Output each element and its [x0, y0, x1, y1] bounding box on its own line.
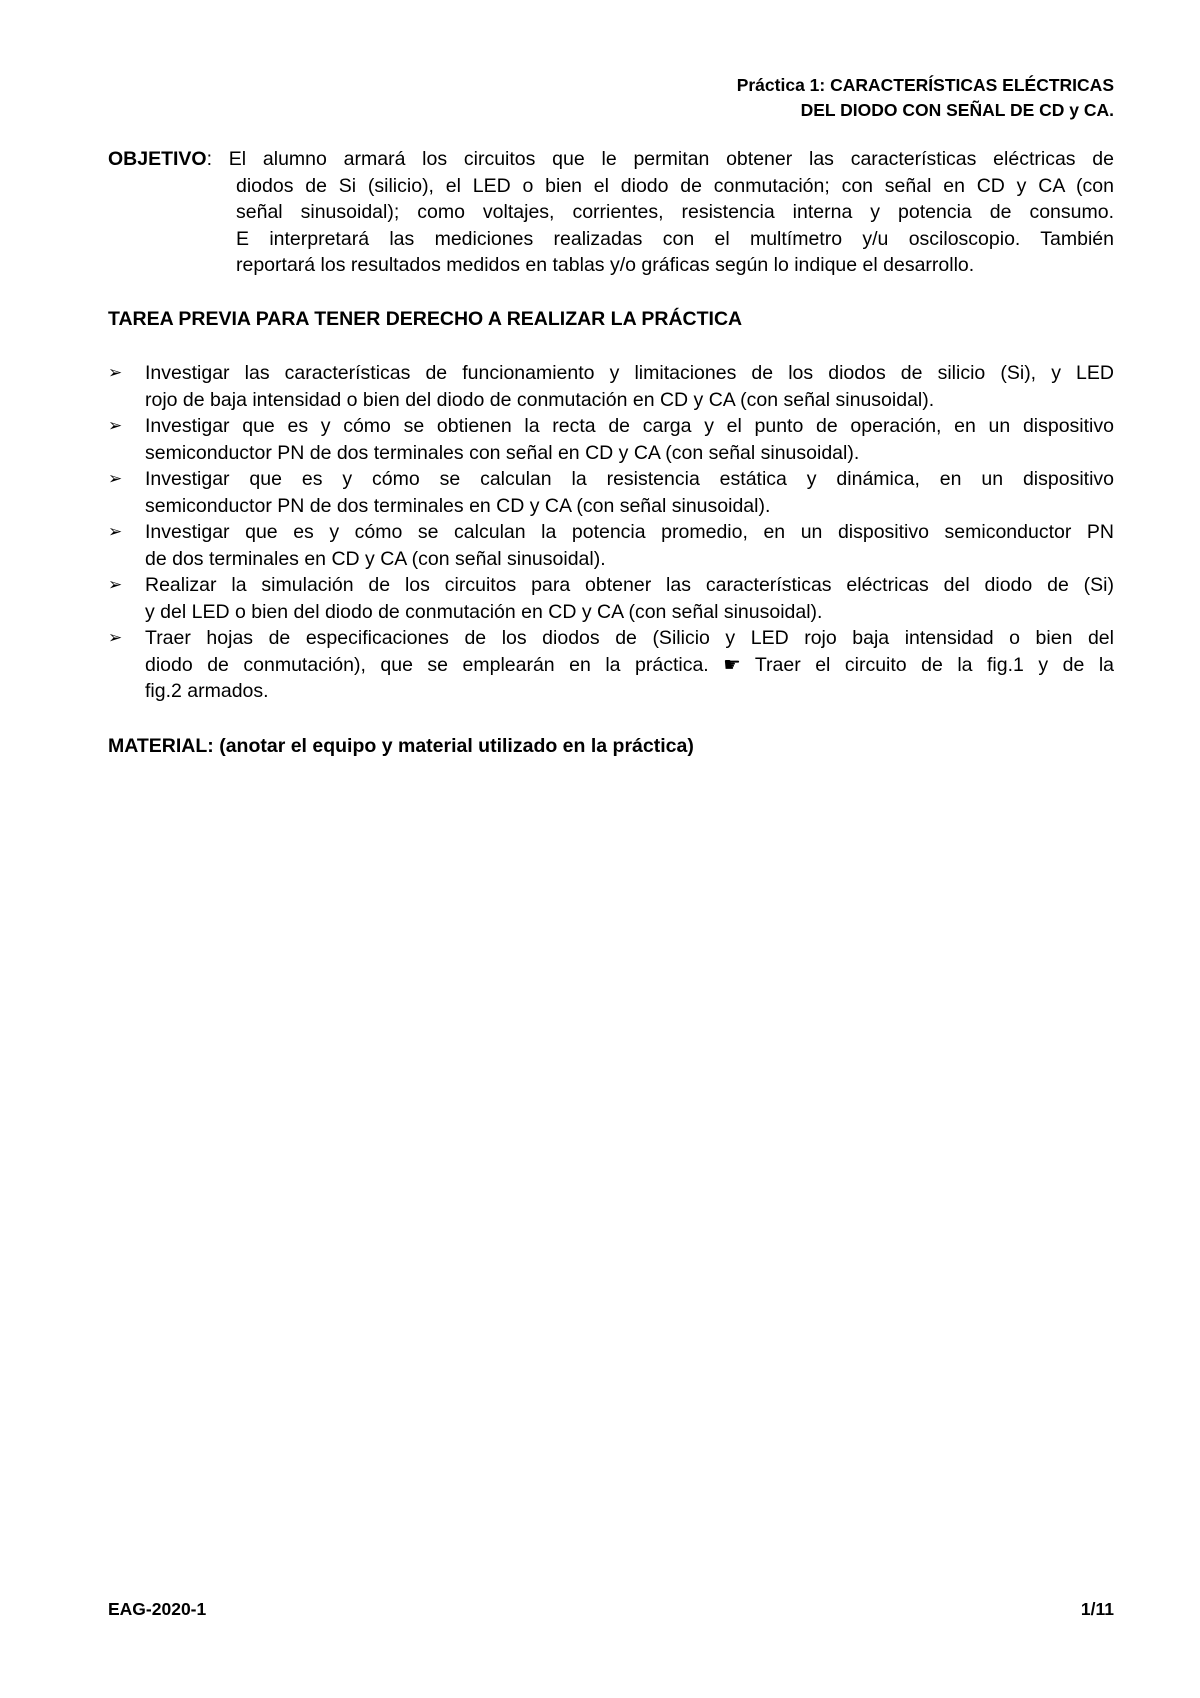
objective-line: reportará los resultados medidos en tablas y/o gráficas según lo indique el desarrollo. [236, 254, 975, 276]
objective-paragraph [108, 146, 1114, 279]
list-item [108, 625, 1114, 705]
list-item-line: Investigar que es y cómo se calculan la potencia promedio, en un dispositivo semiconductor PN [145, 521, 1114, 543]
header-title-line-2: DEL DIODO CON SEÑAL DE CD y CA. [800, 100, 1114, 120]
list-item-line: Investigar que es y cómo se calculan la resistencia estática y dinámica, en un dispositivo [145, 468, 1114, 490]
list-item-line: Traer hojas de especificaciones de los diodos de (Silicio y LED rojo baja intensidad o bien del [145, 627, 1114, 649]
prework-list [108, 360, 1114, 705]
header-title-line-1: Práctica 1: CARACTERÍSTICAS ELÉCTRICAS [736, 75, 1114, 95]
objective-line: señal sinusoidal); como voltajes, corrientes, resistencia interna y potencia de consumo. [236, 201, 1114, 223]
list-item-line: semiconductor PN de dos terminales en CD y CA (con señal sinusoidal). [145, 494, 771, 517]
objective-line: E interpretará las mediciones realizadas con el multímetro y/u osciloscopio. También [236, 227, 1114, 250]
arrow-bullet-icon: ➢ [108, 575, 123, 594]
arrow-bullet-icon: ➢ [108, 363, 123, 382]
list-item-line: Investigar que es y cómo se obtienen la recta de carga y el punto de operación, en un dispositivo [145, 415, 1114, 437]
material-heading: MATERIAL: (anotar el equipo y material utilizado en la práctica) [108, 735, 694, 757]
list-item [108, 572, 1114, 625]
list-item [108, 413, 1114, 466]
list-item [108, 519, 1114, 572]
objective-first-line [108, 146, 1114, 173]
arrow-bullet-icon: ➢ [108, 469, 123, 488]
arrow-bullet-icon: ➢ [108, 522, 123, 541]
list-item-line: semiconductor PN de dos terminales con señal en CD y CA (con señal sinusoidal). [145, 441, 860, 464]
document-code: EAG-2020-1 [108, 1599, 207, 1619]
prework-title: TAREA PREVIA PARA TENER DERECHO A REALIZAR LA PRÁCTICA [108, 308, 743, 330]
arrow-bullet-icon: ➢ [108, 416, 123, 435]
page-number: 1/11 [1080, 1599, 1114, 1619]
objective-line: diodos de Si (silicio), el LED o bien el diodo de conmutación; con señal en CD y CA (con [236, 174, 1114, 197]
list-item-line: Investigar las características de funcionamiento y limitaciones de los diodos de silicio (Si), y LED [145, 362, 1114, 384]
list-item [108, 360, 1114, 413]
list-item-line: fig.2 armados. [145, 680, 269, 702]
document-header [108, 73, 1114, 123]
list-item-line: Realizar la simulación de los circuitos para obtener las características eléctricas del diodo de (Si) [145, 574, 1114, 596]
arrow-bullet-icon: ➢ [108, 628, 123, 647]
objective-label: OBJETIVO [108, 148, 207, 170]
list-item-line: y del LED o bien del diodo de conmutación en CD y CA (con señal sinusoidal). [145, 600, 823, 623]
list-item-line: diodo de conmutación), que se emplearán en la práctica. ☛ Traer el circuito de la fig.1 y de la [145, 653, 1114, 676]
objective-first-line-text: : El alumno armará los circuitos que le permitan obtener las características eléctricas de [206, 148, 1114, 170]
list-item-line: rojo de baja intensidad o bien del diodo de conmutación en CD y CA (con señal sinusoidal). [145, 388, 935, 411]
list-item [108, 466, 1114, 519]
list-item-line: de dos terminales en CD y CA (con señal sinusoidal). [145, 547, 606, 570]
